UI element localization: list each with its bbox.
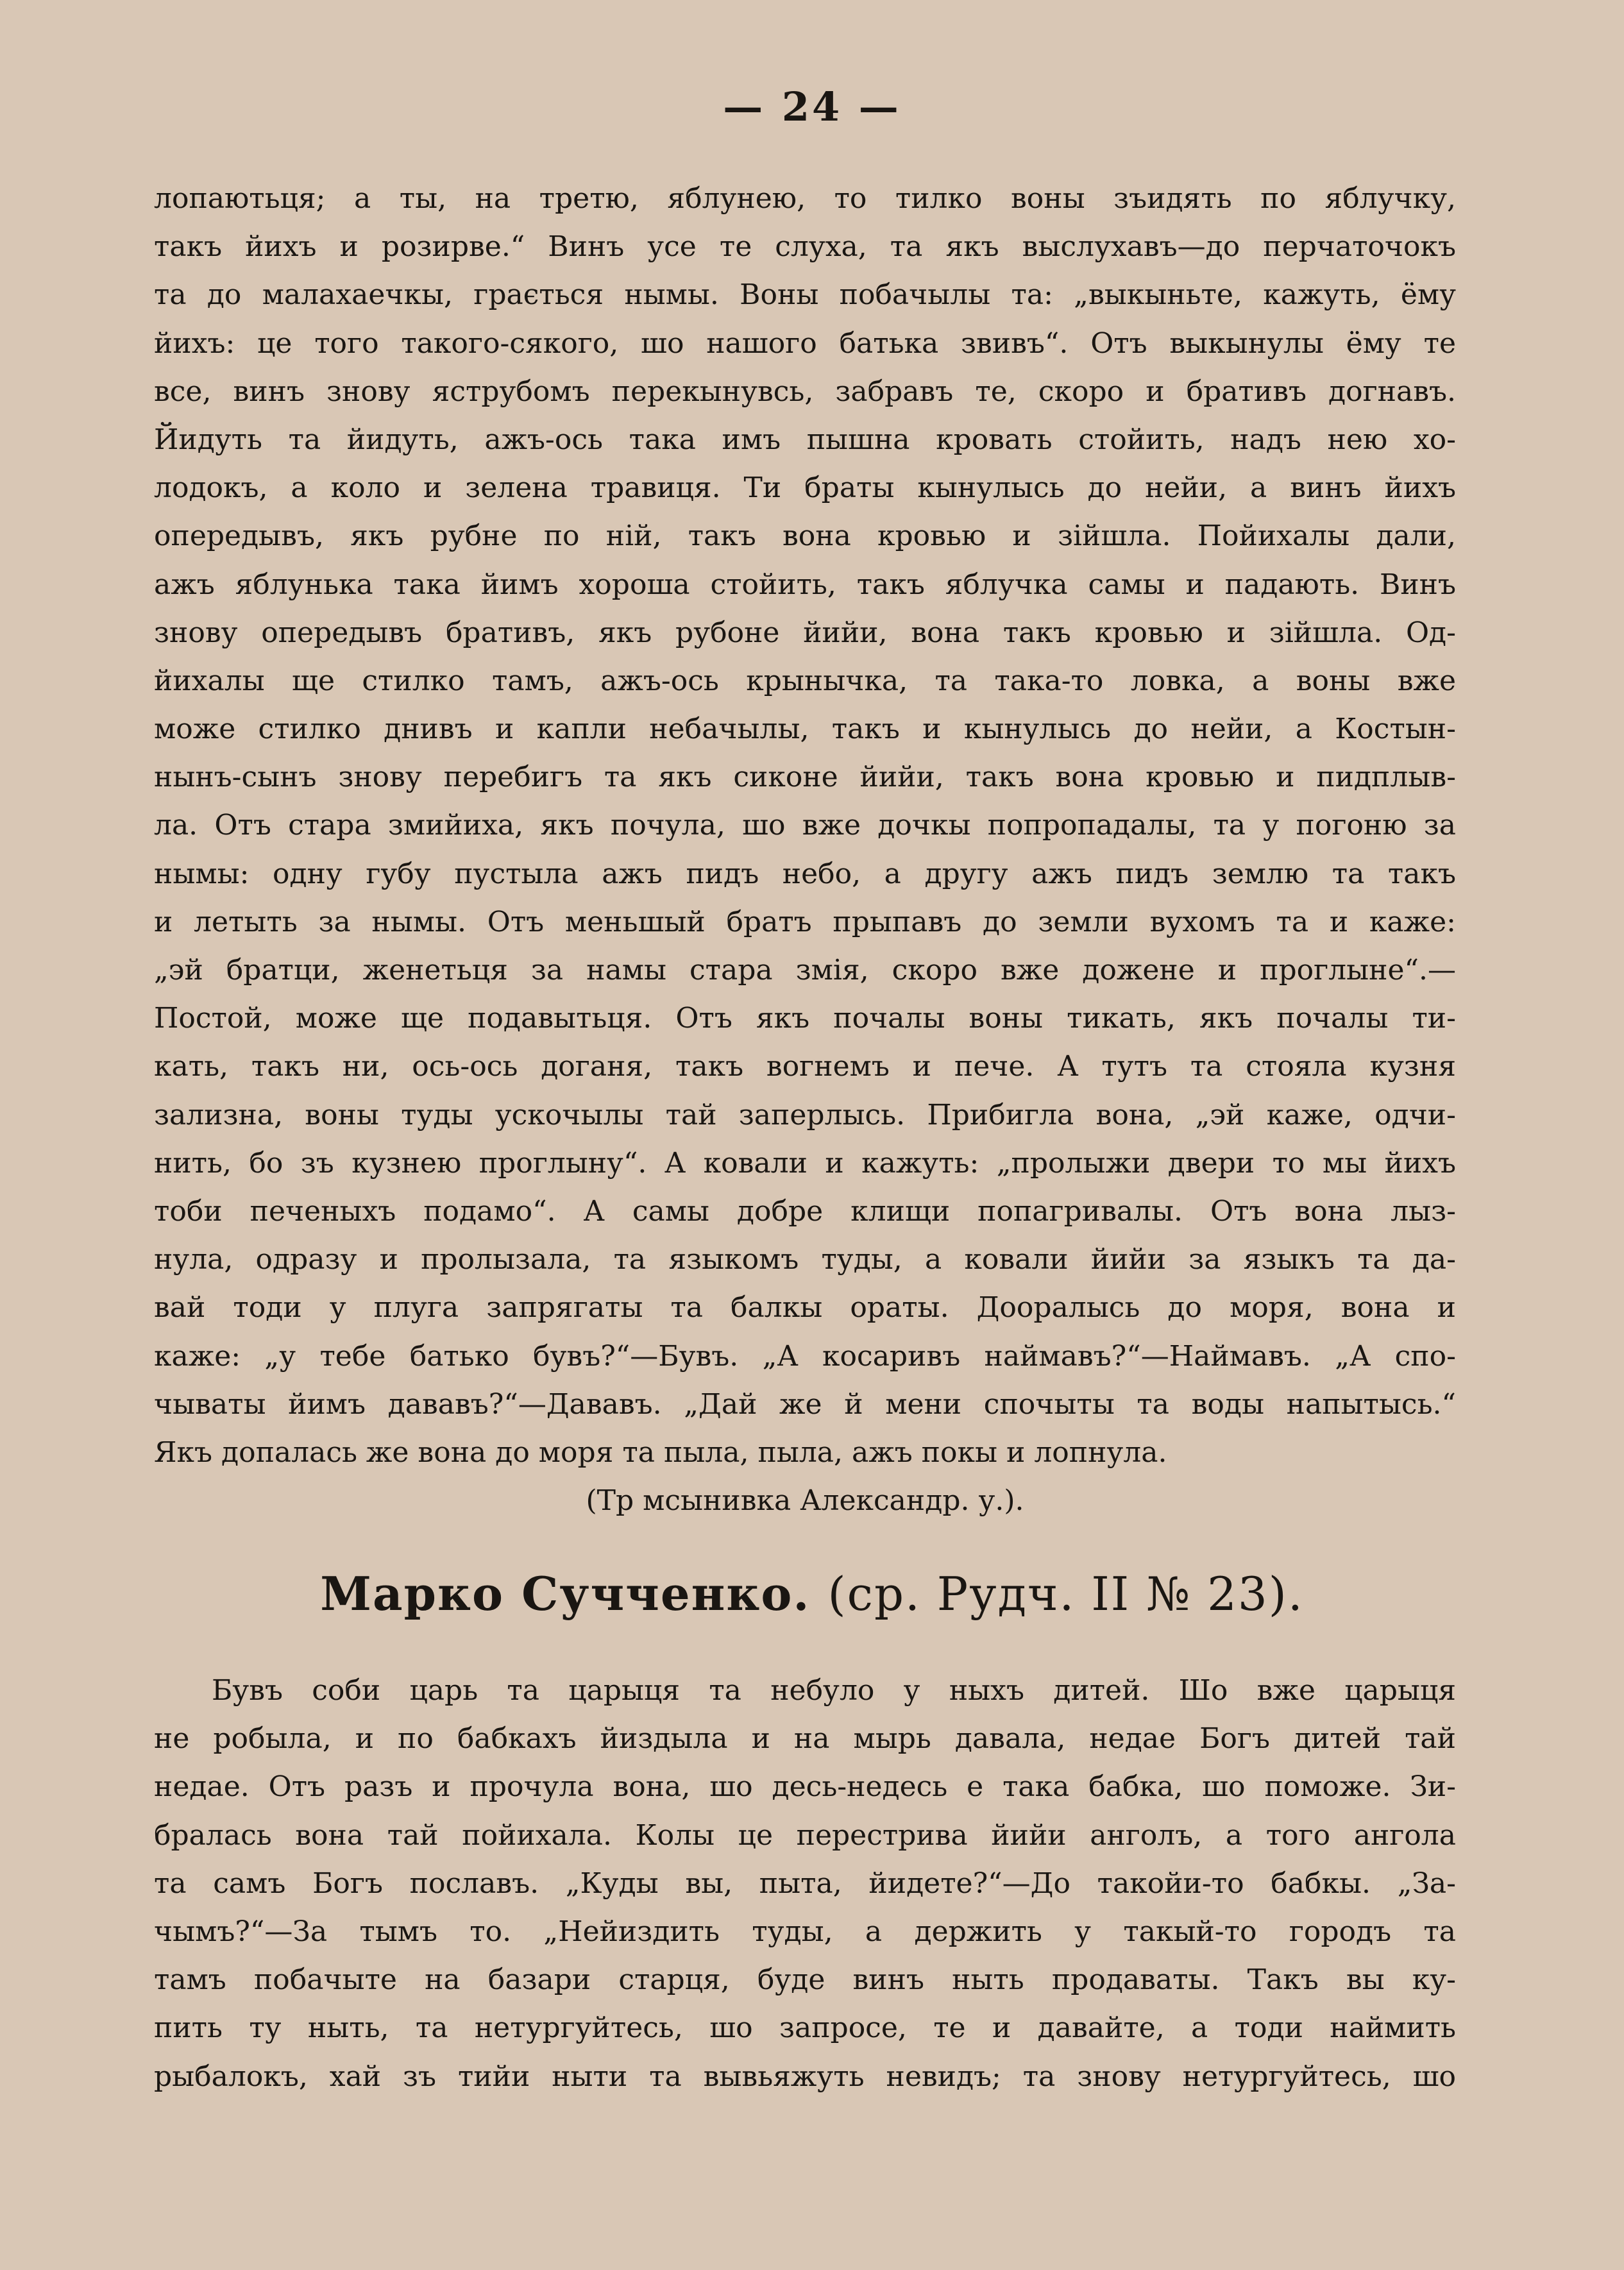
text-line: лопаютьця; а ты, на третю, яблунею, то тилко воны зъидять по яблучку, (154, 182, 1456, 215)
text-line: такъ йихъ и розирве.“ Винъ усе те слуха, та якъ выслухавъ—до перчаточокъ (154, 230, 1456, 264)
text-line: Якъ допалась же вона до моря та пыла, пыла, ажъ покы и лопнула. (154, 1436, 1167, 1469)
page-number: — 24 — (723, 83, 901, 130)
text-line: „эй братци, женетьця за намы стара змія, скоро вже дожене и проглыне“.— (154, 954, 1456, 987)
chapter-title: Марко Сучченко. (320, 1566, 811, 1621)
text-line: тоби печеныхъ подамо“. А самы добре клищи попагривалы. Отъ вона лыз- (154, 1194, 1456, 1228)
text-line: Бувъ соби царь та царыця та небуло у ныхъ дитей. Шо вже царыця (212, 1674, 1456, 1707)
text-line: нымы: одну губу пустыла ажъ пидъ небо, а другу ажъ пидъ землю та такъ (154, 857, 1456, 890)
text-line: нынъ-сынъ знову перебигъ та якъ сиконе йийи, такъ вона кровью и пидплыв- (154, 761, 1456, 794)
text-line: знову опередывъ бративъ, якъ рубоне йийи, вона такъ кровью и зійшла. Од- (154, 616, 1456, 649)
text-line: зализна, воны туды ускочылы тай заперлысь. Прибигла вона, „эй каже, одчи- (154, 1098, 1456, 1131)
text-line: чымъ?“—За тымъ то. „Нейиздить туды, а держить у такый-то городъ та (154, 1915, 1456, 1948)
text-line: ла. Отъ стара змийиха, якъ почула, шо вже дочкы попропадалы, та у погоню за (154, 809, 1456, 842)
story-text-second (154, 1666, 1456, 2101)
text-line: бралась вона тай пойихала. Колы це перестрива йийи анголъ, а того ангола (154, 1818, 1456, 1852)
text-line: йихалы ще стилко тамъ, ажъ-ось крынычка, та така-то ловка, а воны вже (154, 664, 1456, 697)
text-line: не робыла, и по бабкахъ йиздыла и на мырь давала, недае Богъ дитей тай (154, 1722, 1456, 1756)
text-line: недае. Отъ разъ и прочула вона, шо десь-недесь е така бабка, шо поможе. Зи- (154, 1770, 1456, 1804)
text-line: Постой, може ще подавытьця. Отъ якъ почалы воны тикать, якъ почалы ти- (154, 1002, 1456, 1035)
story-source: (Тр мсынивка Александр. у.). (586, 1484, 1024, 1518)
text-line: и летыть за нымы. Отъ меньшый братъ прыпавъ до земли вухомъ та и каже: (154, 905, 1456, 938)
text-line: може стилко днивъ и капли небачылы, такъ и кынулысь до нейи, а Костын- (154, 713, 1456, 746)
text-line: лодокъ, а коло и зелена травиця. Ти браты кынулысь до нейи, а винъ йихъ (154, 471, 1456, 505)
text-line: каже: „у тебе батько бувъ?“—Бувъ. „А косаривъ наймавъ?“—Наймавъ. „А спо- (154, 1339, 1456, 1373)
text-line: йихъ: це того такого-сякого, шо нашого батька звивъ“. Отъ выкынулы ёму те (154, 326, 1456, 360)
chapter-heading (0, 1566, 1624, 1621)
text-line: все, винъ знову яструбомъ перекынувсь, забравъ те, скоро и бративъ догнавъ. (154, 375, 1456, 408)
text-line: вай тоди у плуга запрягаты та балкы ораты. Дооралысь до моря, вона и (154, 1291, 1456, 1325)
text-line: та до малахаечкы, грається нымы. Воны побачылы та: „выкыньте, кажуть, ёму (154, 278, 1456, 312)
text-line: опередывъ, якъ рубне по ній, такъ вона кровью и зійшла. Пойихалы дали, (154, 520, 1456, 553)
text-line: тамъ побачыте на базари старця, буде винъ ныть продаваты. Такъ вы ку- (154, 1963, 1456, 1997)
text-line: кать, такъ ни, ось-ось доганя, такъ вогнемъ и пече. А тутъ та стояла кузня (154, 1050, 1456, 1083)
text-line: Йидуть та йидуть, ажъ-ось така имъ пышна кровать стойить, надъ нею хо- (154, 423, 1456, 456)
text-line: нула, одразу и пролызала, та языкомъ туды, а ковали йийи за языкъ та да- (154, 1243, 1456, 1276)
text-line: пить ту ныть, та нетургуйтесь, шо запросе, те и давайте, а тоди наймить (154, 2012, 1456, 2045)
text-line: та самъ Богъ пославъ. „Куды вы, пыта, йидете?“—До такойи-то бабкы. „За- (154, 1867, 1456, 1900)
text-line: чываты йимъ дававъ?“—Дававъ. „Дай же й мени спочыты та воды напытысь.“ (154, 1387, 1456, 1421)
text-line: нить, бо зъ кузнею проглыну“. А ковали и кажуть: „пролыжи двери то мы йихъ (154, 1146, 1456, 1180)
story-text-first (154, 174, 1456, 1525)
chapter-reference: (ср. Рудч. II № 23). (827, 1567, 1304, 1621)
text-line: рыбалокъ, хай зъ тийи ныти та вывьяжуть невидъ; та знову нетургуйтесь, шо (154, 2060, 1456, 2093)
text-line: ажъ яблунька така йимъ хороша стойить, такъ яблучка самы и падають. Винъ (154, 568, 1456, 601)
